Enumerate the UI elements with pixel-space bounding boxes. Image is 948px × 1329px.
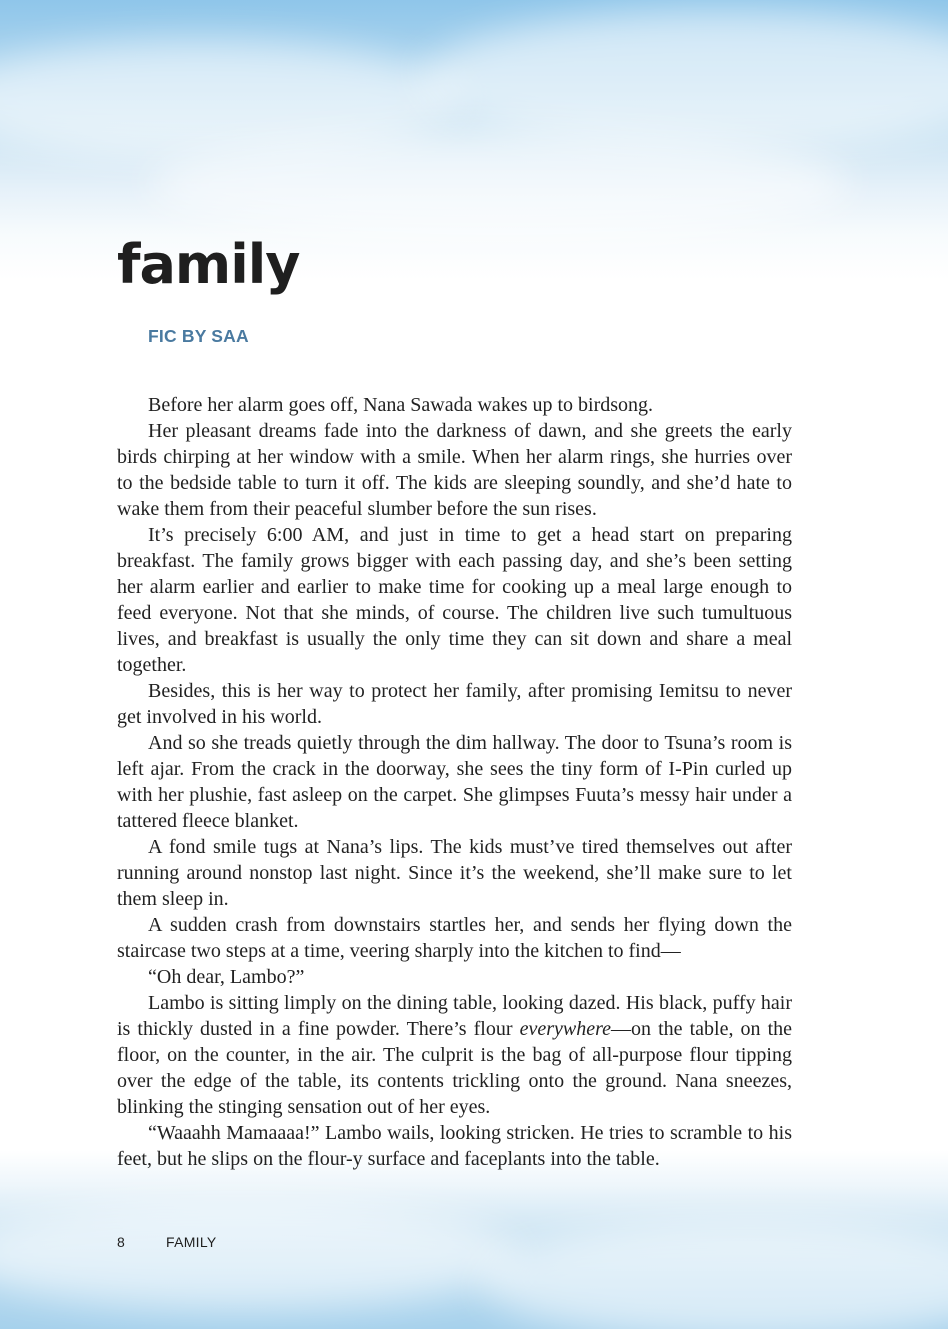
- sky-cloud: [0, 1200, 520, 1310]
- sky-cloud: [150, 130, 850, 240]
- paragraph-text: Lambo is sitting limply on the dining table, looking dazed. His black, puffy hair is thickly dusted in a fine powder. There’s flour: [117, 992, 792, 1040]
- paragraph: [117, 990, 792, 1120]
- story-body: [117, 392, 792, 1172]
- paragraph: Besides, this is her way to protect her family, after promising Iemitsu to never get involved in his world.: [117, 680, 792, 728]
- running-title: FAMILY: [166, 1234, 217, 1250]
- emphasized-word: everywhere: [519, 1018, 612, 1040]
- paragraph: And so she treads quietly through the dim hallway. The door to Tsuna’s room is left ajar. From the crack in the doorway, she sees the tiny form of I-Pin curled up with her plushie, fast asleep on the carpet. She glimpses Fuuta’s messy hair under a tattered fleece blanket.: [117, 732, 792, 832]
- page-number: 8: [117, 1234, 125, 1250]
- paragraph: “Waaahh Mamaaaa!” Lambo wails, looking stricken. He tries to scramble to his feet, but he slips on the flour-y surface and faceplants into the table.: [117, 1122, 792, 1170]
- paragraph: A fond smile tugs at Nana’s lips. The kids must’ve tired themselves out after running around nonstop last night. Since it’s the weekend, she’ll make sure to let them sleep in.: [117, 836, 792, 910]
- paragraph: A sudden crash from downstairs startles her, and sends her flying down the staircase two steps at a time, veering sharply into the kitchen to find—: [117, 914, 792, 962]
- sky-cloud: [480, 1220, 948, 1329]
- paragraph: Before her alarm goes off, Nana Sawada wakes up to birdsong.: [148, 394, 654, 416]
- paragraph: “Oh dear, Lambo?”: [148, 966, 305, 988]
- byline: FIC BY SAA: [148, 326, 249, 346]
- sky-cloud: [420, 10, 948, 150]
- paragraph: Her pleasant dreams fade into the darkness of dawn, and she greets the early birds chirping at her window with a smile. When her alarm rings, she hurries over to the bedside table to turn it off. The kids are sleeping soundly, and she’d hate to wake them from their peaceful slumber before the sun rises.: [117, 420, 792, 520]
- paragraph-text: —on the table, on the floor, on the counter, in the air. The culprit is the bag of all-purpose flour tipping over the edge of the table, its contents trickling onto the ground. Nana sneezes, blinking the stinging sensation out of her eyes.: [117, 1018, 793, 1118]
- paragraph: It’s precisely 6:00 AM, and just in time to get a head start on preparing breakfast. The family grows bigger with each passing day, and she’s been setting her alarm earlier and earlier to make time for cooking up a meal large enough to feed everyone. Not that she minds, of course. The children live such tumultuous lives, and breakfast is usually the only time they can sit down and share a meal together.: [117, 524, 792, 676]
- story-title: family: [117, 233, 300, 296]
